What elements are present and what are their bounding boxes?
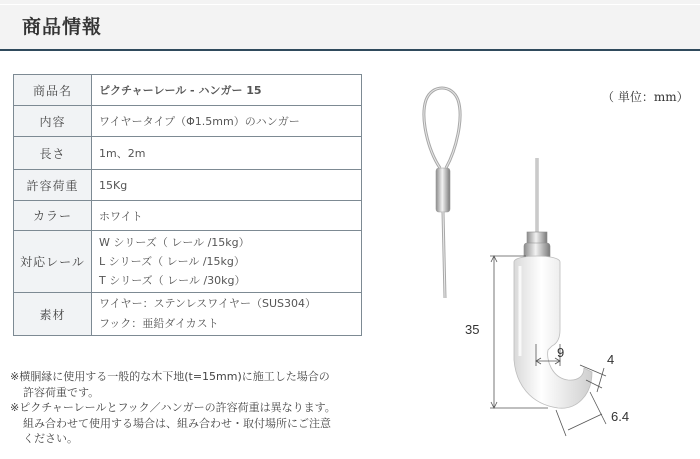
rail-line-w: W シリーズ（ レール /15kg） [99, 236, 250, 249]
spec-label-load: 許容荷重 [14, 170, 92, 201]
spec-label-name: 商品名 [14, 75, 92, 106]
hook-icon [514, 232, 592, 408]
spec-value-load: 15Kg [92, 170, 362, 201]
spec-label-content: 内容 [14, 106, 92, 137]
spec-value-name: ピクチャーレール - ハンガー 15 [92, 75, 362, 106]
dimension-label-height: 35 [465, 322, 480, 337]
spec-value-content: ワイヤータイプ（Φ1.5mm）のハンガー [92, 106, 362, 137]
dimension-label-hook: 6.4 [611, 409, 630, 424]
section-title: 商品情報 [22, 16, 103, 38]
note-line: 組み合わせて使用する場合は、組み合わせ・取付場所にご注意 [23, 416, 331, 430]
spec-label-color: カラー [14, 201, 92, 231]
spec-label-rail: 対応レール [14, 231, 92, 293]
rail-line-t: T シリーズ（ レール /30kg） [99, 274, 246, 287]
note-line: 許容荷重です。 [23, 385, 100, 399]
spec-label-material: 素材 [14, 293, 92, 336]
dimension-label-thickness: 4 [607, 352, 615, 367]
spec-value-length: 1m、2m [92, 137, 362, 170]
unit-label: （ 単位：mm） [602, 90, 689, 104]
dimension-label-width: 9 [557, 345, 565, 360]
wire-loop-icon [424, 88, 460, 298]
rail-line-l: L シリーズ（ レール /15kg） [99, 255, 245, 268]
material-line-hook: フック：亜鉛ダイカスト [99, 317, 219, 330]
spec-label-length: 長さ [14, 137, 92, 170]
spec-value-color: ホワイト [92, 201, 362, 231]
material-line-wire: ワイヤー：ステンレスワイヤー（SUS304） [99, 297, 316, 310]
note-line: ください。 [23, 432, 78, 445]
note-line: ※横胴縁に使用する一般的な木下地(t=15mm)に施工した場合の [10, 370, 330, 383]
note-line: ※ピクチャーレールとフック／ハンガーの許容荷重は異なります。 [10, 401, 336, 414]
